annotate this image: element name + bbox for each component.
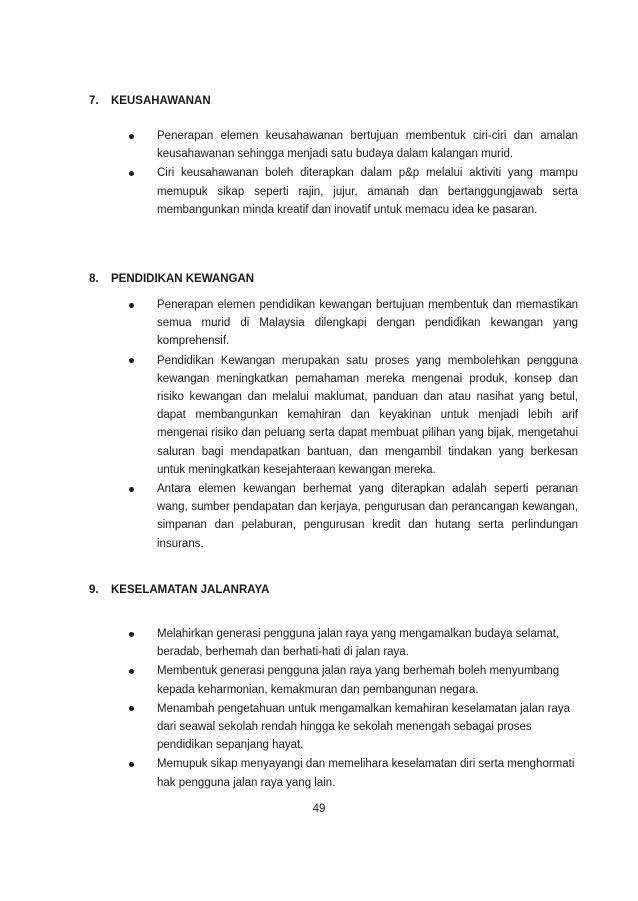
page-number: 49 — [312, 803, 326, 815]
list-item — [126, 625, 578, 661]
section-title: PENDIDIKAN KEWANGAN — [111, 273, 255, 285]
list-item-text: Penerapan elemen pendidikan kewangan bertujuan membentuk dan memastikan semua murid di Malaysia dilengkapi dengan pendidikan kewangan yang komprehensif. — [157, 299, 578, 348]
bullet-icon — [129, 762, 134, 767]
bullet-icon — [129, 358, 134, 363]
section-number: 7. — [89, 95, 99, 107]
bullet-icon — [129, 171, 134, 176]
list-item — [126, 700, 578, 755]
section-heading-keusahawanan — [89, 94, 211, 108]
list-item — [126, 480, 578, 553]
list-item-text: Memupuk sikap menyayangi dan memelihara keselamatan diri serta menghormati hak pengguna jalan raya yang lain. — [157, 758, 575, 789]
section-heading-keselamatan-jalanraya — [89, 583, 269, 597]
bullet-icon — [129, 632, 134, 637]
list-item-text: Melahirkan generasi pengguna jalan raya yang mengamalkan budaya selamat, beradab, berhemah dan berhati-hati di jalan raya. — [157, 628, 560, 659]
list-item — [126, 755, 578, 791]
list-item — [126, 127, 578, 163]
list-item-text: Membentuk generasi pengguna jalan raya yang berhemah boleh menyumbang kepada keharmonian, kemakmuran dan pembangunan negara. — [157, 665, 560, 696]
section-title: KEUSAHAWANAN — [111, 95, 211, 107]
bullet-icon — [129, 487, 134, 492]
bullet-list-pendidikan-kewangan — [126, 296, 578, 553]
bullet-list-keselamatan-jalanraya — [126, 625, 578, 792]
bullet-icon — [129, 706, 134, 711]
section-title: KESELAMATAN JALANRAYA — [111, 584, 270, 596]
list-item — [126, 352, 578, 479]
list-item-text: Pendidikan Kewangan merupakan satu proses yang membolehkan pengguna kewangan meningkatkan pemahaman mereka mengenai produk, konsep dan risiko kewangan dan melalui maklumat, panduan dan atau nasihat yang betul, dapat membangunkan kemahiran dan keyakinan untuk menjadi lebih arif mengenai risiko dan peluang serta dapat membuat pilihan yang bijak, mengetahui saluran bagi mendapatkan bantuan, dan mengambil tindakan yang berkesan untuk meningkatkan kesejahteraan kewangan mereka. — [157, 354, 578, 476]
section-number: 9. — [89, 584, 99, 596]
bullet-list-keusahawanan — [126, 127, 578, 219]
bullet-icon — [129, 669, 134, 674]
section-heading-pendidikan-kewangan — [89, 272, 254, 286]
list-item-text: Penerapan elemen keusahawanan bertujuan membentuk ciri-ciri dan amalan keusahawanan sehingga menjadi satu budaya dalam kalangan murid. — [157, 130, 578, 161]
list-item-text: Ciri keusahawanan boleh diterapkan dalam p&p melalui aktiviti yang mampu memupuk sikap seperti rajin, jujur, amanah dan bertanggungjawab serta membangunkan minda kreatif dan inovatif untuk memacu idea ke pasaran. — [157, 167, 578, 216]
bullet-icon — [129, 303, 134, 308]
section-number: 8. — [89, 273, 99, 285]
list-item — [126, 164, 578, 219]
list-item-text: Antara elemen kewangan berhemat yang diterapkan adalah seperti peranan wang, sumber pendapatan dan kerjaya, pengurusan dan perancangan kewangan, simpanan dan pelaburan, pengurusan kredit dan hutang serta perlindungan insurans. — [157, 483, 578, 550]
list-item — [126, 662, 578, 698]
list-item-text: Menambah pengetahuan untuk mengamalkan kemahiran keselamatan jalan raya dari seawal sekolah rendah hingga ke sekolah menengah sebagai proses pendidikan sepanjang hayat. — [157, 702, 570, 752]
list-item — [126, 296, 578, 351]
bullet-icon — [129, 134, 134, 139]
